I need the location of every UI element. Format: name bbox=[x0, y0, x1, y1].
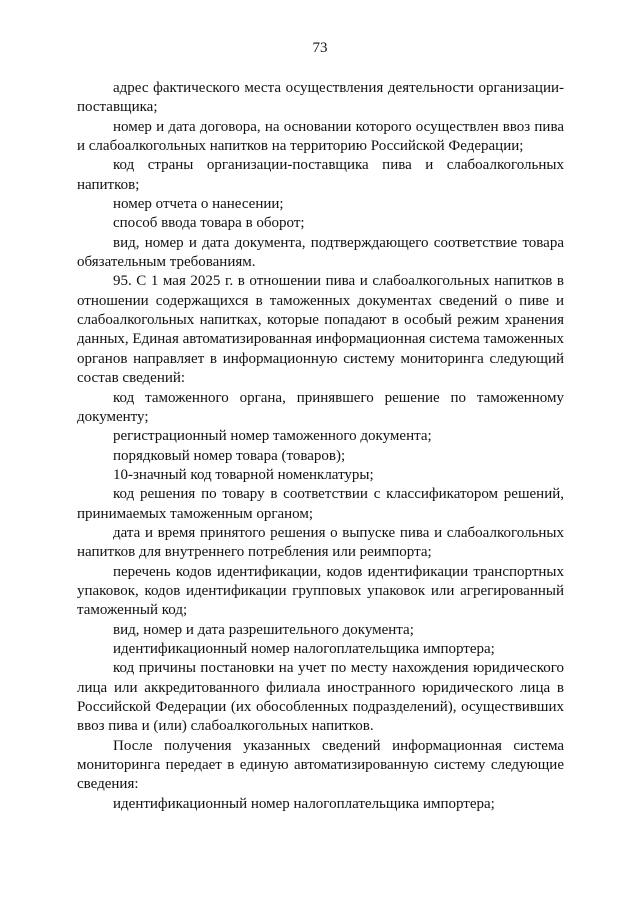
paragraph: код решения по товару в соответствии с классификатором решений, принимаемых таможенным органом; bbox=[77, 486, 564, 522]
paragraph: код причины постановки на учет по месту нахождения юридического лица или аккредитованного филиала иностранного юридического лица в Российской Федерации (их обособленных подразделений), осуществивших ввоз пива и (или) слабоалкогольных напитков. bbox=[77, 660, 564, 735]
paragraph: регистрационный номер таможенного документа; bbox=[113, 428, 432, 445]
paragraph: способ ввода товара в оборот; bbox=[113, 215, 305, 232]
paragraph: идентификационный номер налогоплательщика импортера; bbox=[113, 795, 495, 812]
paragraph: номер отчета о нанесении; bbox=[113, 196, 284, 213]
paragraph: перечень кодов идентификации, кодов идентификации транспортных упаковок, кодов идентификации групповых упаковок или агрегированный таможенный код; bbox=[77, 563, 564, 619]
paragraph: вид, номер и дата документа, подтверждающего соответствие товара обязательным требованиям. bbox=[77, 234, 564, 271]
paragraph: код таможенного органа, принявшего решение по таможенному документу; bbox=[77, 389, 564, 425]
paragraph: код страны организации-поставщика пива и слабоалкогольных напитков; bbox=[77, 157, 564, 193]
paragraph: номер и дата договора, на основании которого осуществлен ввоз пива и слабоалкогольных напитков на территорию Российской Федерации; bbox=[77, 118, 564, 155]
document-body bbox=[77, 79, 564, 814]
paragraph: вид, номер и дата разрешительного документа; bbox=[113, 621, 414, 638]
paragraph: После получения указанных сведений информационная система мониторинга передает в единую автоматизированную систему следующие сведения: bbox=[77, 737, 564, 793]
page-number: 73 bbox=[312, 40, 328, 56]
paragraph: адрес фактического места осуществления деятельности организации-поставщика; bbox=[77, 80, 564, 116]
paragraph: 10-значный код товарной номенклатуры; bbox=[113, 466, 374, 483]
paragraph: порядковый номер товара (товаров); bbox=[113, 447, 346, 464]
paragraph: идентификационный номер налогоплательщика импортера; bbox=[113, 640, 495, 657]
paragraph: дата и время принятого решения о выпуске пива и слабоалкогольных напитков для внутреннего потребления или реимпорта; bbox=[77, 524, 564, 561]
paragraph: 95. С 1 мая 2025 г. в отношении пива и слабоалкогольных напитков в отношении содержащихся в таможенных документах сведений о пиве и слабоалкогольных напитках, которые попадают в особый режим хранения данных, Единая автоматизированная информационная система таможенных органов направляет в информационную систему мониторинга следующий состав сведений: bbox=[77, 273, 564, 387]
